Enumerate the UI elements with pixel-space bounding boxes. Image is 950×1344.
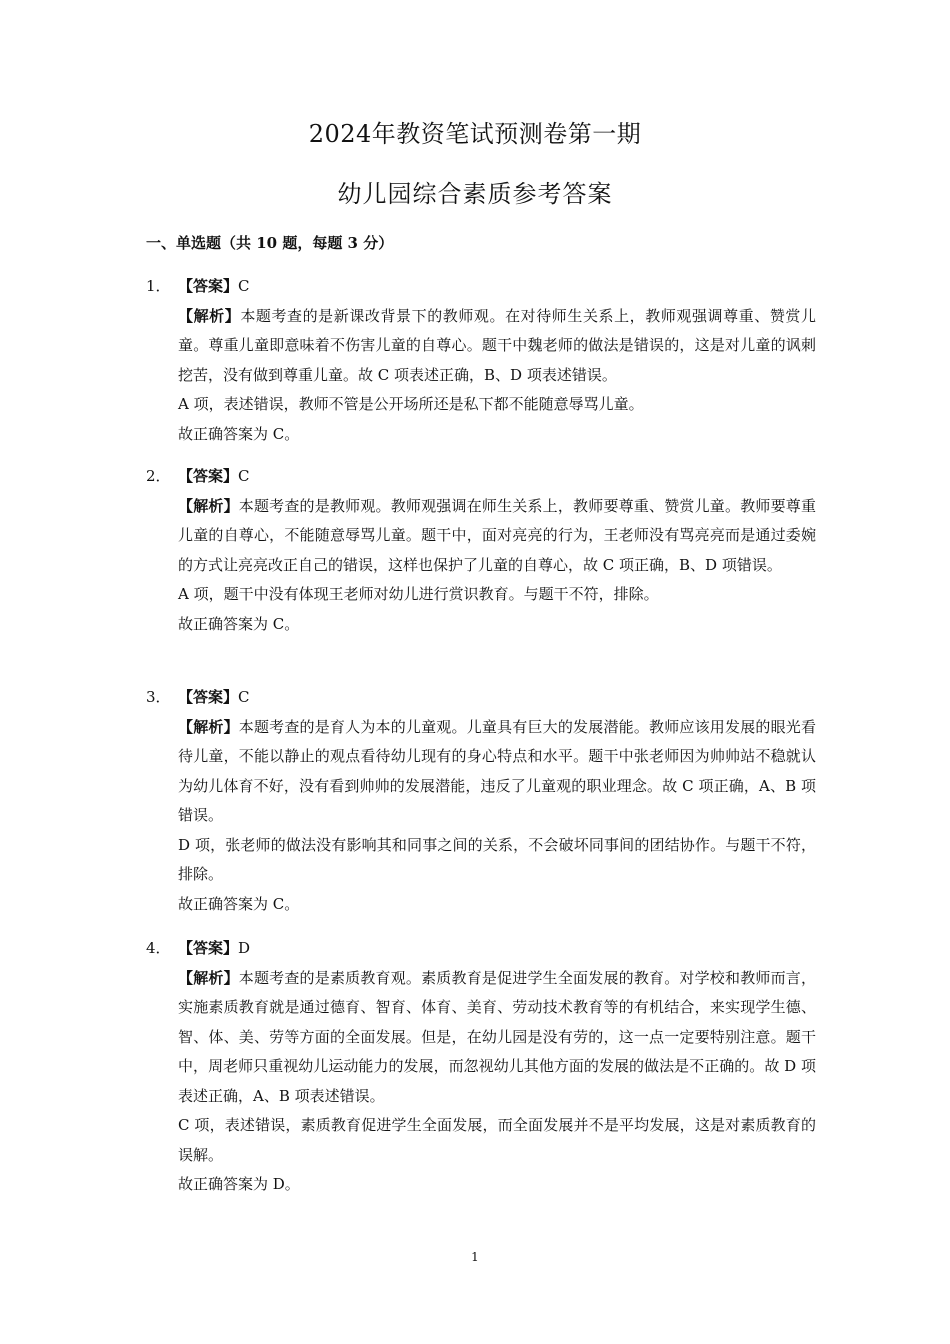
analysis-tag: 【解析】 xyxy=(178,306,241,325)
conclusion: 故正确答案为 C。 xyxy=(178,614,300,633)
question-number: 3． xyxy=(146,688,171,706)
answer-tag: 【答案】 xyxy=(178,688,239,706)
answer-value: D xyxy=(238,939,251,957)
question-2 xyxy=(146,462,816,639)
page-number: 1 xyxy=(471,1250,479,1264)
answer-value: C xyxy=(238,688,250,706)
analysis-tag: 【解析】 xyxy=(178,717,239,736)
conclusion: 故正确答案为 C。 xyxy=(178,894,300,913)
answer-tag: 【答案】 xyxy=(178,939,239,957)
option-explanation: A 项，题干中没有体现王老师对幼儿进行赏识教育。与题干不符，排除。 xyxy=(178,585,659,603)
analysis-paragraph xyxy=(178,713,816,831)
option-explanation: A 项，表述错误，教师不管是公开场所还是私下都不能随意辱骂儿童。 xyxy=(178,395,644,413)
question-number: 4． xyxy=(146,939,171,957)
document-title: 2024年教资笔试预测卷第一期 xyxy=(308,120,642,148)
question-number: 1． xyxy=(146,277,171,295)
analysis-tag: 【解析】 xyxy=(178,968,239,987)
question-1 xyxy=(146,272,816,449)
answer-value: C xyxy=(238,467,250,485)
analysis-text: 本题考查的是教师观。教师观强调在师生关系上，教师要尊重、赞赏儿童。教师要尊重儿童的自尊心，不能随意辱骂儿童。题干中，面对亮亮的行为，王老师没有骂亮亮而是通过委婉的方式让亮亮改正自己的错误，这样也保护了儿童的自尊心，故 C 项正确，B、D 项错误。 xyxy=(178,496,816,574)
analysis-paragraph xyxy=(178,302,816,391)
analysis-text: 本题考查的是素质教育观。素质教育是促进学生全面发展的教育。对学校和教师而言，实施素质教育就是通过德育、智育、体育、美育、劳动技术教育等的有机结合，来实现学生德、智、体、美、劳等方面的全面发展。但是，在幼儿园是没有劳的，这一点一定要特别注意。题干中，周老师只重视幼儿运动能力的发展，而忽视幼儿其他方面的发展的做法是不正确的。故 D 项表述正确，A、B 项表述错误。 xyxy=(178,968,816,1105)
answer-tag: 【答案】 xyxy=(178,467,239,485)
option-explanation: C 项，表述错误，素质教育促进学生全面发展，而全面发展并不是平均发展，这是对素质教育的误解。 xyxy=(178,1116,816,1164)
analysis-text: 本题考查的是新课改背景下的教师观。在对待师生关系上，教师观强调尊重、赞赏儿童。尊重儿童即意味着不伤害儿童的自尊心。题干中魏老师的做法是错误的，这是对儿童的讽刺挖苦，没有做到尊重儿童。故 C 项表述正确，B、D 项表述错误。 xyxy=(178,306,816,384)
conclusion: 故正确答案为 D。 xyxy=(178,1175,300,1193)
document-subtitle: 幼儿园综合素质参考答案 xyxy=(337,180,613,208)
question-3 xyxy=(146,683,816,919)
section-heading: 一、单选题（共 10 题，每题 3 分） xyxy=(146,234,394,252)
option-explanation: D 项，张老师的做法没有影响其和同事之间的关系，不会破坏同事间的团结协作。与题干不符，排除。 xyxy=(178,835,816,883)
answer-value: C xyxy=(238,277,250,295)
analysis-text: 本题考查的是育人为本的儿童观。儿童具有巨大的发展潜能。教师应该用发展的眼光看待儿童，不能以静止的观点看待幼儿现有的身心特点和水平。题干中张老师因为帅帅站不稳就认为幼儿体育不好，没有看到帅帅的发展潜能，违反了儿童观的职业理念。故 C 项正确，A、B 项错误。 xyxy=(178,717,816,824)
analysis-tag: 【解析】 xyxy=(178,496,239,515)
analysis-paragraph xyxy=(178,492,816,581)
answer-tag: 【答案】 xyxy=(178,277,239,295)
conclusion: 故正确答案为 C。 xyxy=(178,424,300,443)
analysis-paragraph xyxy=(178,964,816,1112)
question-number: 2． xyxy=(146,467,171,485)
question-4 xyxy=(146,934,816,1200)
